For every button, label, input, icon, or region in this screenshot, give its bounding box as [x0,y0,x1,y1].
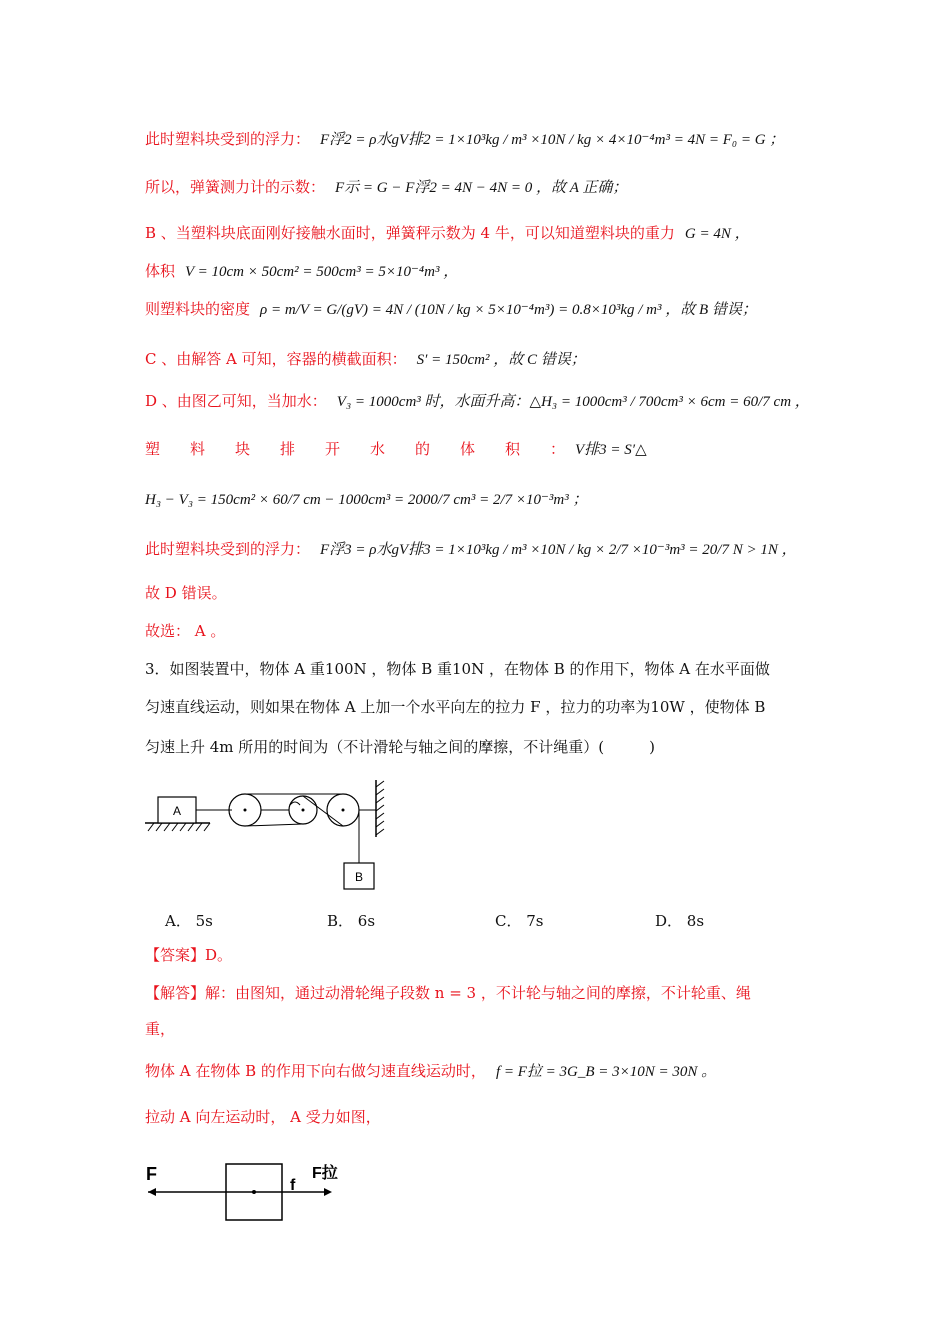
friction-f-label: f [290,1177,296,1194]
pulley-diagram [140,775,400,895]
option-a[interactable]: A． 5s [165,912,213,930]
block-b-label: B [354,870,364,884]
text-line-l2 [145,180,627,196]
text-line-a4 [145,1064,716,1080]
text-line-q2 [145,700,765,715]
formula: F浮2 = ρ水gV排2 = 1×10³kg / m³ ×10N / kg × 4×10⁻⁴m³ = 4N = F₀ = G ； [320,132,785,148]
text-line-l3 [145,226,750,242]
line-label: 3．如图装置中，物体 A 重100N ，物体 B 重10N ，在物体 B 的作用下，物体 A 在水平面做 [145,660,770,678]
text-line-q1 [145,662,770,677]
block-a-label: A [172,804,182,818]
formula: ρ = m/V = G/(gV) = 4N / (10N / kg × 5×10⁻⁴m³) = 0.8×10³kg / m³ ，故 B 错误； [260,302,757,318]
option-d[interactable]: D． 8s [655,912,705,930]
text-line-l7 [145,394,810,410]
force-f-label: F [146,1164,157,1184]
line-label: 拉动 A 向左运动时， A 受力如图， [145,1108,381,1126]
pull-force-label: F拉 [312,1165,338,1182]
text-line-a3 [145,1022,175,1037]
text-line-l1 [145,132,784,148]
text-line-q3 [145,740,655,755]
line-label: B 、当塑料块底面刚好接触水面时，弹簧秤示数为 4 牛，可以知道塑料块的重力 [145,224,675,242]
line-label: 体积 [145,262,176,280]
formula: G = 4N ， [684,226,750,242]
text-line-l9 [145,492,587,508]
text-line-l11 [145,586,227,601]
line-label: 【解答】解：由图知，通过动滑轮绳子段数 n = 3 ，不计轮与轴之间的摩擦，不计轮重、绳 [145,984,751,1002]
text-line-l6 [145,352,586,368]
text-line-l8 [145,442,647,458]
formula: V = 10cm × 50cm² = 500cm³ = 5×10⁻⁴m³ ， [185,264,459,280]
formula: S′ = 150cm² ，故 C 错误； [416,352,586,368]
line-label: 【答案】D。 [145,946,233,964]
text-line-l5 [145,302,757,318]
line-label: 所以，弹簧测力计的示数： [145,178,326,196]
formula: f = F拉 = 3G_B = 3×10N = 30N 。 [495,1064,717,1080]
line-label: 则塑料块的密度 [145,300,251,318]
line-label: 匀速直线运动，则如果在物体 A 上加一个水平向左的拉力 F ，拉力的功率为10W ，使物体 B [145,698,766,716]
line-label: 故选： A 。 [145,622,226,640]
formula: F示 = G − F浮2 = 4N − 4N = 0 ，故 A 正确； [335,180,628,196]
formula: H₃ − V₃ = 150cm² × 60/7 cm − 1000cm³ = 2000/7 cm³ = 2/7 ×10⁻³m³ ； [145,492,588,508]
text-line-l10 [145,542,797,558]
line-label: 重， [145,1020,176,1038]
formula: F浮3 = ρ水gV排3 = 1×10³kg / m³ ×10N / kg × 2/7 ×10⁻³m³ = 20/7 N > 1N ， [320,542,797,558]
text-line-a2 [145,986,751,1001]
text-line-a1 [145,948,232,963]
line-label: D 、由图乙可知，当加水： [145,392,327,410]
text-line-l4 [145,264,458,280]
line-label: 物体 A 在物体 B 的作用下向右做匀速直线运动时， [145,1062,486,1080]
line-label: C 、由解答 A 可知，容器的横截面积： [145,350,407,368]
line-label: 此时塑料块受到的浮力： [145,540,311,558]
formula: V排3 = S′△ [575,442,647,458]
text-line-a5 [145,1110,381,1125]
text-line-l12 [145,624,225,639]
force-diagram [140,1150,360,1230]
line-label: 此时塑料块受到的浮力： [145,130,311,148]
line-label: 故 D 错误。 [145,584,227,602]
option-c[interactable]: C． 7s [495,912,544,930]
line-label: 塑 料 块 排 开 水 的 体 积 ： [145,440,566,458]
line-label: 匀速上升 4m 所用的时间为（不计滑轮与轴之间的摩擦，不计绳重）( ) [145,738,656,756]
formula: V₃ = 1000cm³ 时，水面升高：△H₃ = 1000cm³ / 700cm³ × 6cm = 60/7 cm ， [336,394,810,410]
option-b[interactable]: B． 6s [327,912,376,930]
